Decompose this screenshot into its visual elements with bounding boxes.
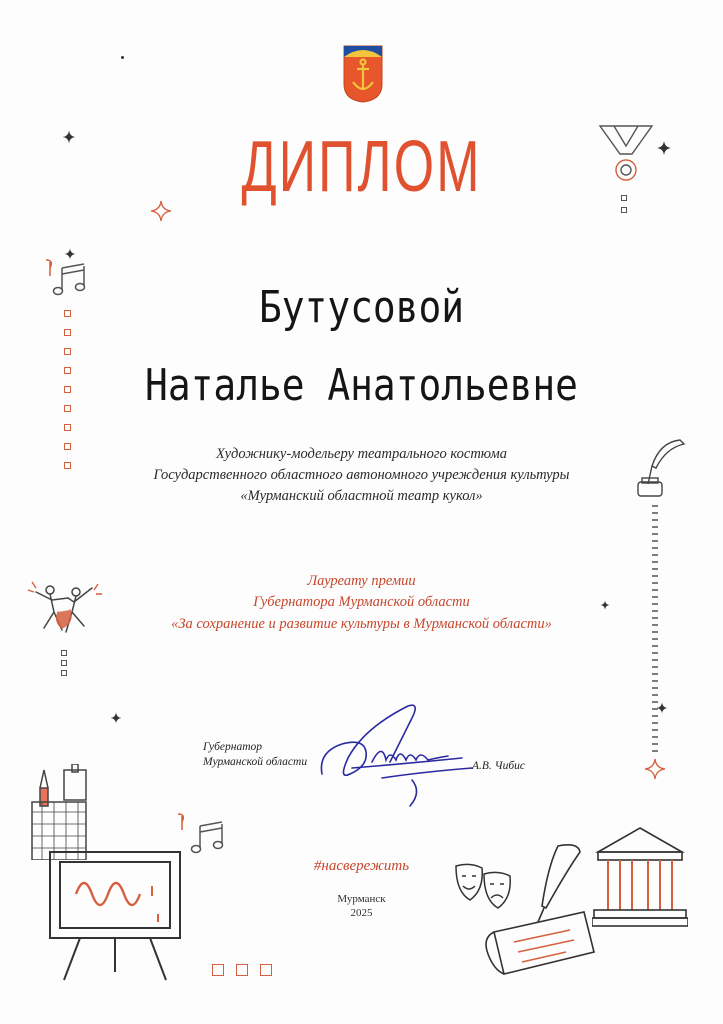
sparkle-icon xyxy=(644,758,666,780)
signature xyxy=(312,702,480,812)
signatory-title-line-1: Губернатор xyxy=(203,741,263,753)
recipient-surname: Бутусовой xyxy=(258,282,465,333)
position-line-2: Государственного областного автономного учреждения культуры xyxy=(153,467,570,483)
signatory-name: А.В. Чибис xyxy=(472,760,525,772)
sparkle-icon xyxy=(110,712,122,724)
museum-building-icon xyxy=(592,822,688,930)
quill-inkwell-icon xyxy=(630,436,690,502)
sparkle-icon xyxy=(656,140,672,156)
hashtag: #насвережить xyxy=(313,858,410,874)
easel-icon xyxy=(40,842,190,982)
music-notes-icon xyxy=(40,256,94,302)
signatory-title xyxy=(203,740,307,770)
medal-icon xyxy=(596,120,656,190)
laureate-line-1: Лауреату премии xyxy=(307,573,416,589)
laureate-line-3: «За сохранение и развитие культуры в Мурманской области» xyxy=(171,616,552,632)
dancers-icon xyxy=(24,578,106,644)
recipient-given-names: Наталье Анатольевне xyxy=(145,360,578,411)
scroll-quill-icon xyxy=(474,842,604,982)
laureate-line-2: Губернатора Мурманской области xyxy=(253,594,470,610)
sparkle-icon xyxy=(62,130,76,144)
diploma-title: ДИПЛОМ xyxy=(241,127,482,207)
coat-of-arms-icon xyxy=(342,44,384,104)
position-line-1: Художнику-модельеру театрального костюма xyxy=(216,446,507,462)
city: Мурманск xyxy=(337,893,386,905)
sparkle-icon xyxy=(64,248,76,260)
sparkle-icon xyxy=(656,702,668,714)
sparkle-icon xyxy=(600,600,610,610)
music-notes-icon xyxy=(176,812,232,864)
signatory-title-line-2: Мурманской области xyxy=(203,756,308,768)
sparkle-icon xyxy=(150,200,172,222)
position-line-3: «Мурманский областной театр кукол» xyxy=(240,488,483,504)
year: 2025 xyxy=(350,907,373,919)
